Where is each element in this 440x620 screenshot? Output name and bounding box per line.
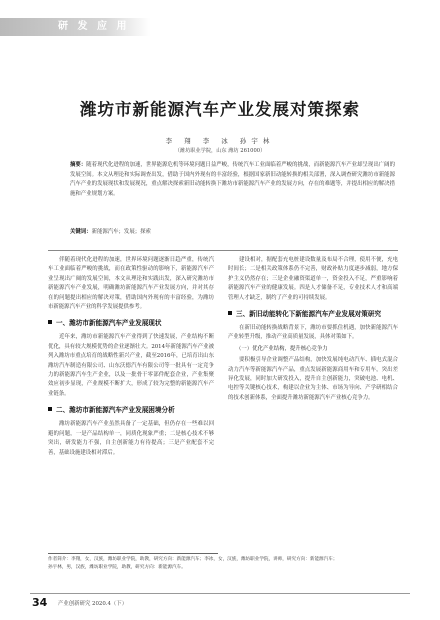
section-paragraph: 潍坊新能源汽车产业虽然具备了一定基础，但仍存在一些难以回避的问题，一是产品结构单一，同质化现象严重；二是核心技术不够突出，研发能力不强，自主创新能力有待提高；三是产业配套不完善，基础设施建设相对滞后。 [48,421,214,456]
keywords [70,228,395,237]
section-tag: 研 发 应 用 [0,18,150,36]
subsection-paragraph: 要积极引导企业调整产品结构，加快发展纯电动汽车、插电式混合动力汽车等新能源汽车产品，重点发展新能源商用车和专用车，突出差异化发展，同时加大研发投入，提升自主创新能力，突破电池、电机、电控等关键核心技术，构建以企业为主体、市场为导向、产学研相结合的技术创新体系，全面提升潍坊新能源汽车产业核心竞争力。 [228,357,398,401]
affiliation: （潍坊职业学院，山东 潍坊 261000） [174,148,266,154]
footnote-rule [48,553,218,554]
subsection-heading: （一）优化产业结构，提升核心竞争力 [236,345,328,352]
abstract-label: 摘要： [70,162,87,168]
footnote-line: 孙宇林，男，汉族，潍坊职业学院，助教，研究方向：新能源汽车。 [48,565,186,570]
keywords-text: 新能源汽车；发展；探索 [91,229,151,235]
continued-paragraph: 建设相对，据配套充电桩建设数量及布局不合理，使用不便，充电时间长；二是相关政策体系仍不完善，财政补贴力度逐步减弱，地方保护主义仍然存在；三是企业融资渠道单一，资金投入不足，严重影响着新能源汽车产业的健康发展。四是人才储备不足，专业技术人才和高端管理人才缺乏，制约了产业的可持续发展。 [228,257,398,301]
footer-rule [30,593,410,594]
section-heading: 二、潍坊市新能源汽车产业发展困境分析 [48,405,214,415]
bullet-square-icon [48,407,52,411]
journal-name: 产业创新研究 2020.4（下） [58,601,128,607]
abstract-divider [48,250,398,251]
authors: 李 翔 李 冰 孙宇林 [165,137,275,145]
right-column [228,256,398,403]
section-paragraph: 近年来，潍坊市新能源汽车产业得到了快速发展，产业结构不断优化，具有较大规模优势的企业逐渐壮大。2014年新能源汽车产业被列入潍坊市重点培育的战略性新兴产业，截至2016年，已培育出山东潍坊汽车制造有限公司、山东沃德汽车有限公司等一批具有一定竞争力的新能源汽车生产企业，以及一批骨干零部件配套企业，产业集聚效应初步显现，产业规模不断扩大，形成了较为完整的新能源汽车产业链条。 [48,334,214,397]
abstract [70,161,395,199]
abstract-text: 随着现代化进程的加速，世界能源危机等环境问题日益严峻，传统汽车工业面临着严峻的挑战，而新能源汽车产业却呈现出广阔的发展空间。本文从理论和实际调查出发，借助于国内外现有的丰富经验，根据国家新旧动能转换的相关部署，深入调查研究潍坊市新能源汽车产业的发展现状和发展现况，重点解决探索新旧动能转换下潍坊市新能源汽车产业的发展方向，存在的难题等，并提出相应的解决措施和产业规划方案。 [70,162,395,197]
page-number: 34 [32,596,48,609]
keywords-label: 关键词： [70,229,92,235]
bullet-square-icon [48,320,52,324]
section-paragraph: 在新旧动能转换战略背景下，潍坊市要抓住机遇，加快新能源汽车产业转型升级，推动产业高质量发展，具体对策如下。 [228,325,398,341]
intro-paragraph: 伴随着现代化进程的加速，世界环境问题逐渐日趋严重，传统汽车工业面临着严峻的挑战，而在政策性驱动的影响下，新能源汽车产业呈现出广阔的发展空间，本文从理论和实践出发，深入研究潍坊市新能源汽车产业发展，明确潍坊新能源汽车产业发展方向，并对其存在的问题提出相应的解决对策，借助国内外现有的丰富经验，为潍坊市新能源汽车产业的科学发展提供参考。 [48,257,214,311]
section-heading: 一、潍坊市新能源汽车产业发展现状 [48,318,214,328]
section-heading: 三、新旧动能转化下新能源汽车产业发展对策研究 [228,309,398,319]
paper-title: 潍坊市新能源汽车产业发展对策探索 [80,100,360,119]
footnote [48,556,398,572]
bullet-square-icon [228,311,232,315]
left-column [48,256,214,458]
footnote-line: 作者简介：李翔，女，汉族，潍坊职业学院，助教，研究方向：新能源汽车；李冰，女，汉族，潍坊职业学院，讲师，研究方向：新能源汽车； [48,557,338,562]
